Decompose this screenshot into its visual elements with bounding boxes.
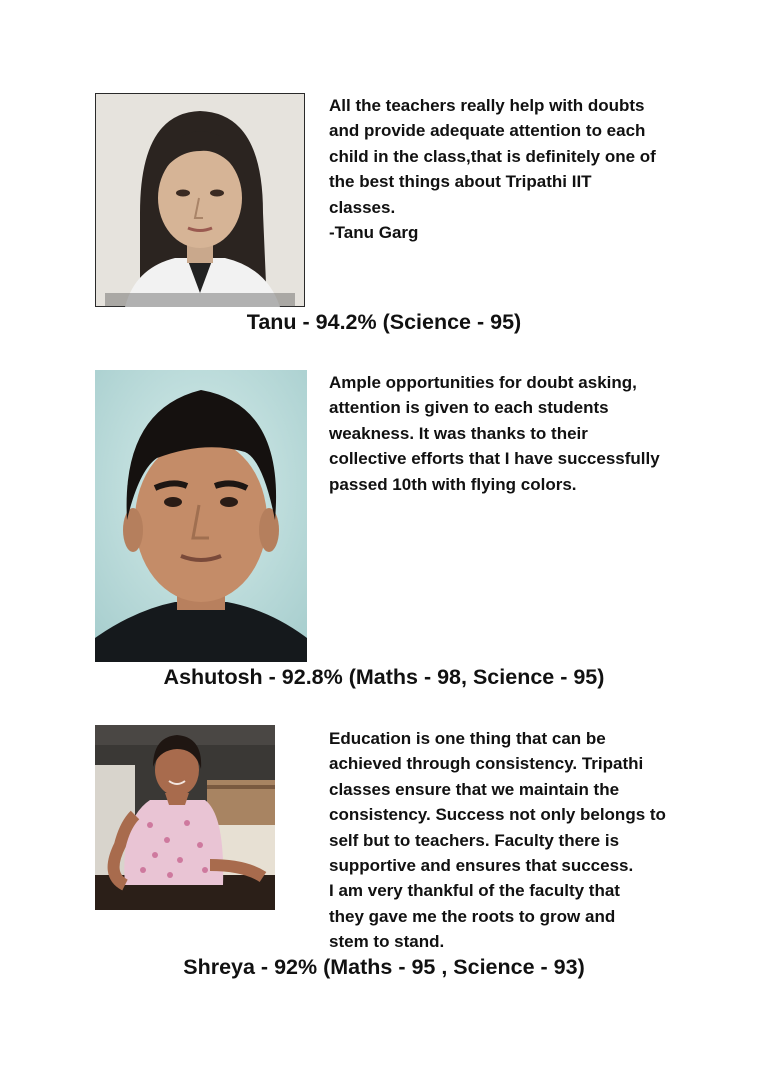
testimonial-attribution: -Tanu Garg xyxy=(329,223,419,242)
student-photo-ashutosh xyxy=(95,370,307,662)
testimonial-quote: Education is one thing that can be achieved through consistency. Tripathi classes ensure that we maintain the consistency. Success not only belongs to self but to teachers. Faculty there is supportive and ensures that success. I am very thankful of the faculty that they gave me the roots to grow and stem to stand. xyxy=(329,729,666,952)
student-result: Ashutosh - 92.8% (Maths - 98, Science - 95) xyxy=(163,665,605,689)
testimonial-quote: All the teachers really help with doubts and provide adequate attention to each child in the class,that is definitely one of the best things about Tripathi IIT classes. xyxy=(329,96,656,217)
student-photo-shreya xyxy=(95,725,275,910)
student-photo-tanu xyxy=(95,93,305,307)
student-result: Tanu - 94.2% (Science - 95) xyxy=(246,310,522,334)
testimonial-quote: Ample opportunities for doubt asking, attention is given to each students weakness. It was thanks to their collective efforts that I have successfully passed 10th with flying colors. xyxy=(329,373,660,494)
student-result: Shreya - 92% (Maths - 95 , Science - 93) xyxy=(183,955,585,979)
